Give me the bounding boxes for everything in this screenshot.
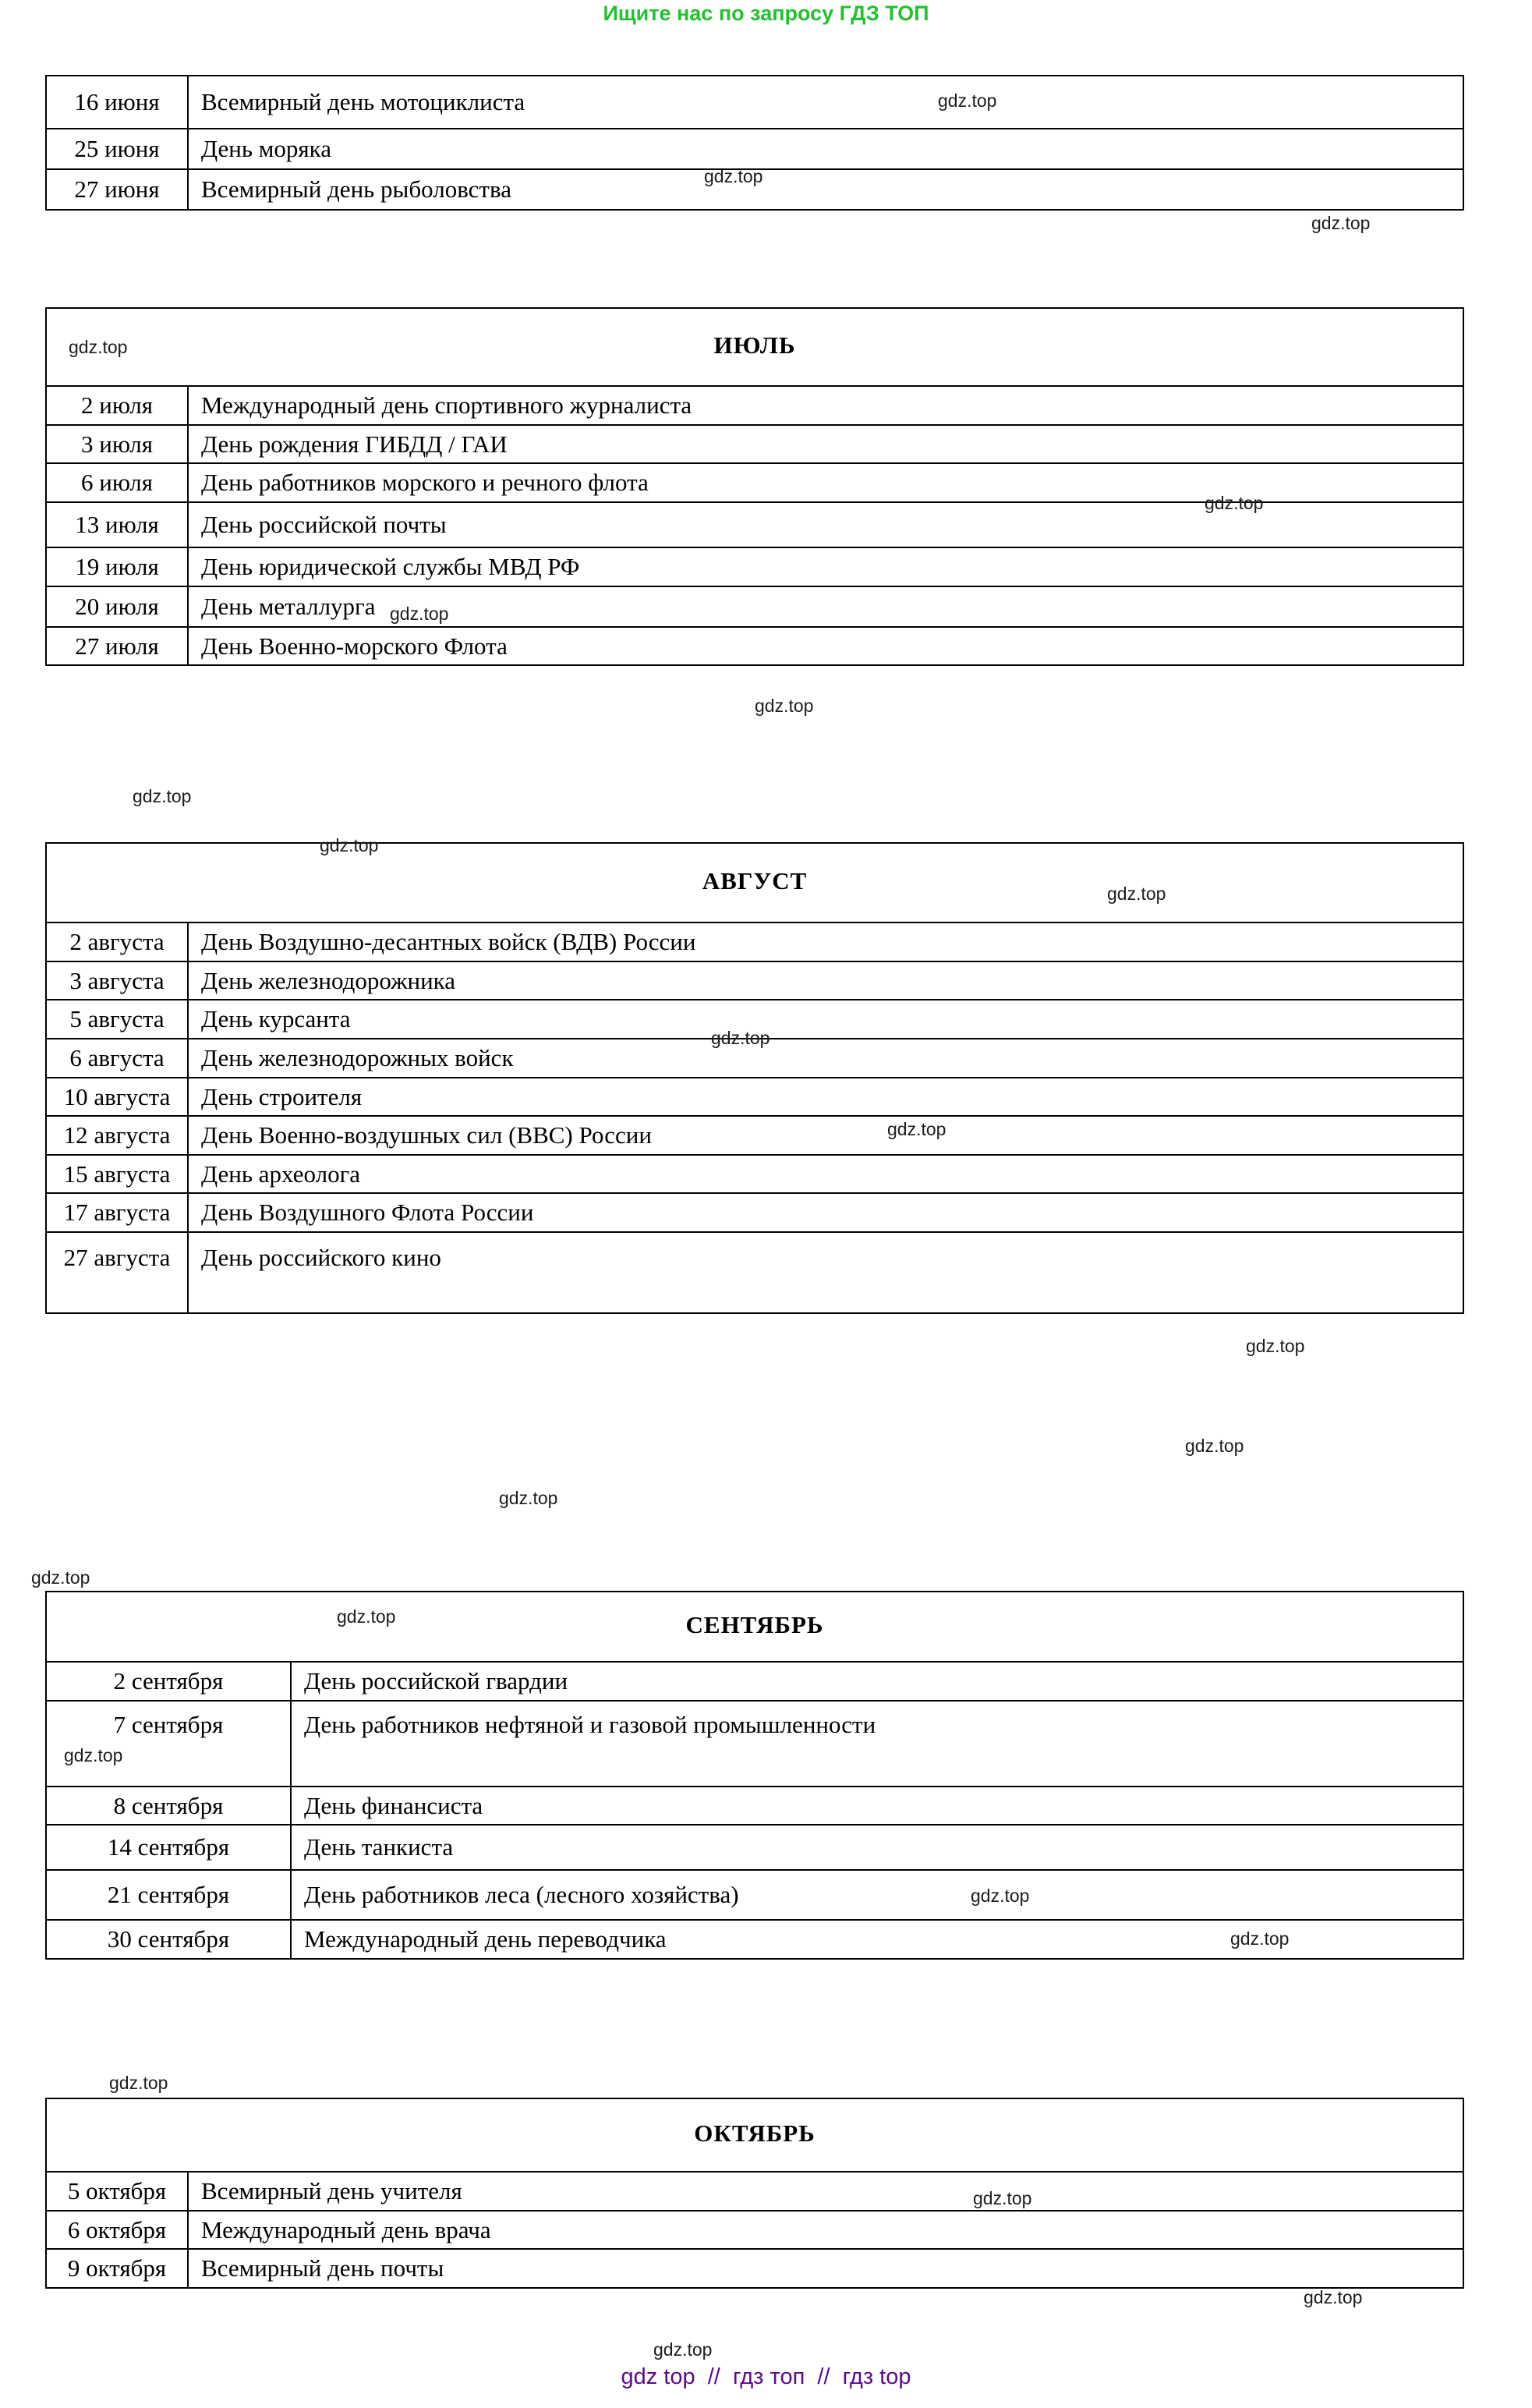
cell-holiday: Всемирный день почты bbox=[188, 2249, 1463, 2288]
table-row bbox=[46, 627, 1463, 666]
watermark-gdz-top: gdz.top bbox=[69, 337, 128, 357]
cell-holiday: День работников нефтяной и газовой промышленности bbox=[291, 1701, 1463, 1787]
watermark-gdz-top: gdz.top bbox=[1304, 2287, 1363, 2307]
table-row bbox=[46, 547, 1463, 586]
cell-holiday: Международный день переводчика bbox=[291, 1920, 1463, 1959]
cell-date: 5 августа bbox=[46, 1000, 188, 1039]
table-row bbox=[46, 2249, 1463, 2288]
cell-holiday: День курсанта bbox=[188, 1000, 1463, 1039]
cell-holiday: День Военно-морского Флота bbox=[188, 627, 1463, 666]
watermark-gdz-top: gdz.top bbox=[109, 2073, 168, 2093]
cell-date: 8 сентября bbox=[46, 1787, 291, 1825]
watermark-gdz-top: gdz.top bbox=[973, 2188, 1032, 2208]
cell-holiday: Всемирный день рыболовства bbox=[188, 169, 1463, 210]
cell-date: 2 сентября bbox=[46, 1662, 291, 1701]
table-june bbox=[45, 75, 1464, 211]
cell-holiday: День рождения ГИБДД / ГАИ bbox=[188, 425, 1463, 464]
cell-holiday: День российского кино bbox=[188, 1232, 1463, 1313]
table-row bbox=[46, 1662, 1463, 1701]
cell-date: 20 июля bbox=[46, 586, 188, 627]
cell-date: 3 августа bbox=[46, 961, 188, 1000]
cell-date: 10 августа bbox=[46, 1078, 188, 1117]
cell-holiday: День Военно-воздушных сил (ВВС) России bbox=[188, 1116, 1463, 1155]
watermark-gdz-top: gdz.top bbox=[64, 1745, 123, 1765]
cell-date: 14 сентября bbox=[46, 1825, 291, 1870]
month-title: СЕНТЯБРЬ bbox=[46, 1592, 1463, 1662]
table-row bbox=[46, 129, 1463, 169]
watermark-gdz-top: gdz.top bbox=[1246, 1336, 1305, 1356]
cell-date: 9 октября bbox=[46, 2249, 188, 2288]
cell-holiday: День железнодорожника bbox=[188, 961, 1463, 1000]
cell-date: 7 сентября bbox=[46, 1701, 291, 1787]
watermark-gdz-top: gdz.top bbox=[1311, 213, 1371, 233]
cell-date: 25 июня bbox=[46, 129, 188, 169]
table-row bbox=[46, 1787, 1463, 1825]
table-october bbox=[45, 2098, 1464, 2289]
watermark-gdz-top: gdz.top bbox=[31, 1567, 90, 1588]
cell-date: 5 октября bbox=[46, 2172, 188, 2211]
cell-holiday: День российской гвардии bbox=[291, 1662, 1463, 1701]
cell-holiday: Международный день спортивного журналиста bbox=[188, 386, 1463, 425]
cell-date: 12 августа bbox=[46, 1116, 188, 1155]
table-row bbox=[46, 1193, 1463, 1232]
table-row bbox=[46, 586, 1463, 627]
cell-holiday: День моряка bbox=[188, 129, 1463, 169]
promo-banner-bottom: gdz top // гдз топ // гдз top bbox=[621, 2364, 911, 2389]
table-august bbox=[45, 842, 1464, 1314]
month-title: АВГУСТ bbox=[46, 843, 1463, 922]
table-row bbox=[46, 1870, 1463, 1920]
table-july bbox=[45, 307, 1464, 666]
month-title: ОКТЯБРЬ bbox=[46, 2098, 1463, 2172]
cell-date: 19 июля bbox=[46, 547, 188, 586]
table-september bbox=[45, 1591, 1464, 1960]
cell-holiday: День археолога bbox=[188, 1155, 1463, 1194]
table-row bbox=[46, 2211, 1463, 2250]
cell-date: 6 июля bbox=[46, 463, 188, 502]
table-row bbox=[46, 961, 1463, 1000]
watermark-gdz-top: gdz.top bbox=[390, 604, 449, 624]
month-title: ИЮЛЬ bbox=[46, 308, 1463, 386]
table-row bbox=[46, 386, 1463, 425]
table-row bbox=[46, 1078, 1463, 1117]
table-row-month-header bbox=[46, 2098, 1463, 2172]
cell-holiday: День танкиста bbox=[291, 1825, 1463, 1870]
table-row bbox=[46, 1825, 1463, 1870]
cell-date: 30 сентября bbox=[46, 1920, 291, 1959]
cell-date: 21 сентября bbox=[46, 1870, 291, 1920]
cell-holiday: День российской почты bbox=[188, 502, 1463, 547]
cell-date: 27 августа bbox=[46, 1232, 188, 1313]
cell-date: 16 июня bbox=[46, 76, 188, 129]
cell-holiday: День юридической службы МВД РФ bbox=[188, 547, 1463, 586]
watermark-gdz-top: gdz.top bbox=[1185, 1436, 1244, 1456]
cell-holiday: День работников морского и речного флота bbox=[188, 463, 1463, 502]
watermark-gdz-top: gdz.top bbox=[971, 1886, 1030, 1906]
cell-date: 27 июля bbox=[46, 627, 188, 666]
table-row bbox=[46, 425, 1463, 464]
watermark-gdz-top: gdz.top bbox=[711, 1028, 770, 1048]
cell-date: 6 августа bbox=[46, 1039, 188, 1078]
watermark-gdz-top: gdz.top bbox=[1107, 884, 1166, 904]
cell-holiday: День металлурга bbox=[188, 586, 1463, 627]
cell-date: 27 июня bbox=[46, 169, 188, 210]
table-row bbox=[46, 2172, 1463, 2211]
table-row bbox=[46, 1155, 1463, 1194]
watermark-gdz-top: gdz.top bbox=[704, 166, 763, 186]
watermark-gdz-top: gdz.top bbox=[1230, 1928, 1290, 1949]
cell-date: 2 августа bbox=[46, 922, 188, 961]
watermark-gdz-top: gdz.top bbox=[320, 835, 379, 855]
table-row-month-header bbox=[46, 1592, 1463, 1662]
cell-date: 17 августа bbox=[46, 1193, 188, 1232]
cell-holiday: День Воздушного Флота России bbox=[188, 1193, 1463, 1232]
watermark-gdz-top: gdz.top bbox=[755, 696, 814, 716]
cell-holiday: День железнодорожных войск bbox=[188, 1039, 1463, 1078]
table-row bbox=[46, 76, 1463, 129]
cell-holiday: Всемирный день учителя bbox=[188, 2172, 1463, 2211]
cell-holiday: День работников леса (лесного хозяйства) bbox=[291, 1870, 1463, 1920]
table-row bbox=[46, 1116, 1463, 1155]
table-row bbox=[46, 922, 1463, 961]
cell-date: 3 июля bbox=[46, 425, 188, 464]
watermark-gdz-top: gdz.top bbox=[653, 2339, 713, 2360]
cell-holiday: День строителя bbox=[188, 1078, 1463, 1117]
cell-holiday: Международный день врача bbox=[188, 2211, 1463, 2250]
cell-holiday: День Воздушно-десантных войск (ВДВ) России bbox=[188, 922, 1463, 961]
cell-date: 2 июля bbox=[46, 386, 188, 425]
table-row bbox=[46, 1232, 1463, 1313]
watermark-gdz-top: gdz.top bbox=[499, 1488, 558, 1508]
watermark-gdz-top: gdz.top bbox=[337, 1606, 396, 1627]
watermark-gdz-top: gdz.top bbox=[133, 786, 192, 806]
cell-holiday: Всемирный день мотоциклиста bbox=[188, 76, 1463, 129]
watermark-gdz-top: gdz.top bbox=[938, 90, 997, 111]
table-row-month-header bbox=[46, 843, 1463, 922]
watermark-gdz-top: gdz.top bbox=[1205, 493, 1264, 513]
table-row bbox=[46, 1701, 1463, 1787]
cell-date: 15 августа bbox=[46, 1155, 188, 1194]
cell-date: 6 октября bbox=[46, 2211, 188, 2250]
promo-banner-top: Ищите нас по запросу ГДЗ ТОП bbox=[603, 2, 929, 25]
cell-date: 13 июля bbox=[46, 502, 188, 547]
table-row-month-header bbox=[46, 308, 1463, 386]
cell-holiday: День финансиста bbox=[291, 1787, 1463, 1825]
watermark-gdz-top: gdz.top bbox=[887, 1119, 946, 1139]
